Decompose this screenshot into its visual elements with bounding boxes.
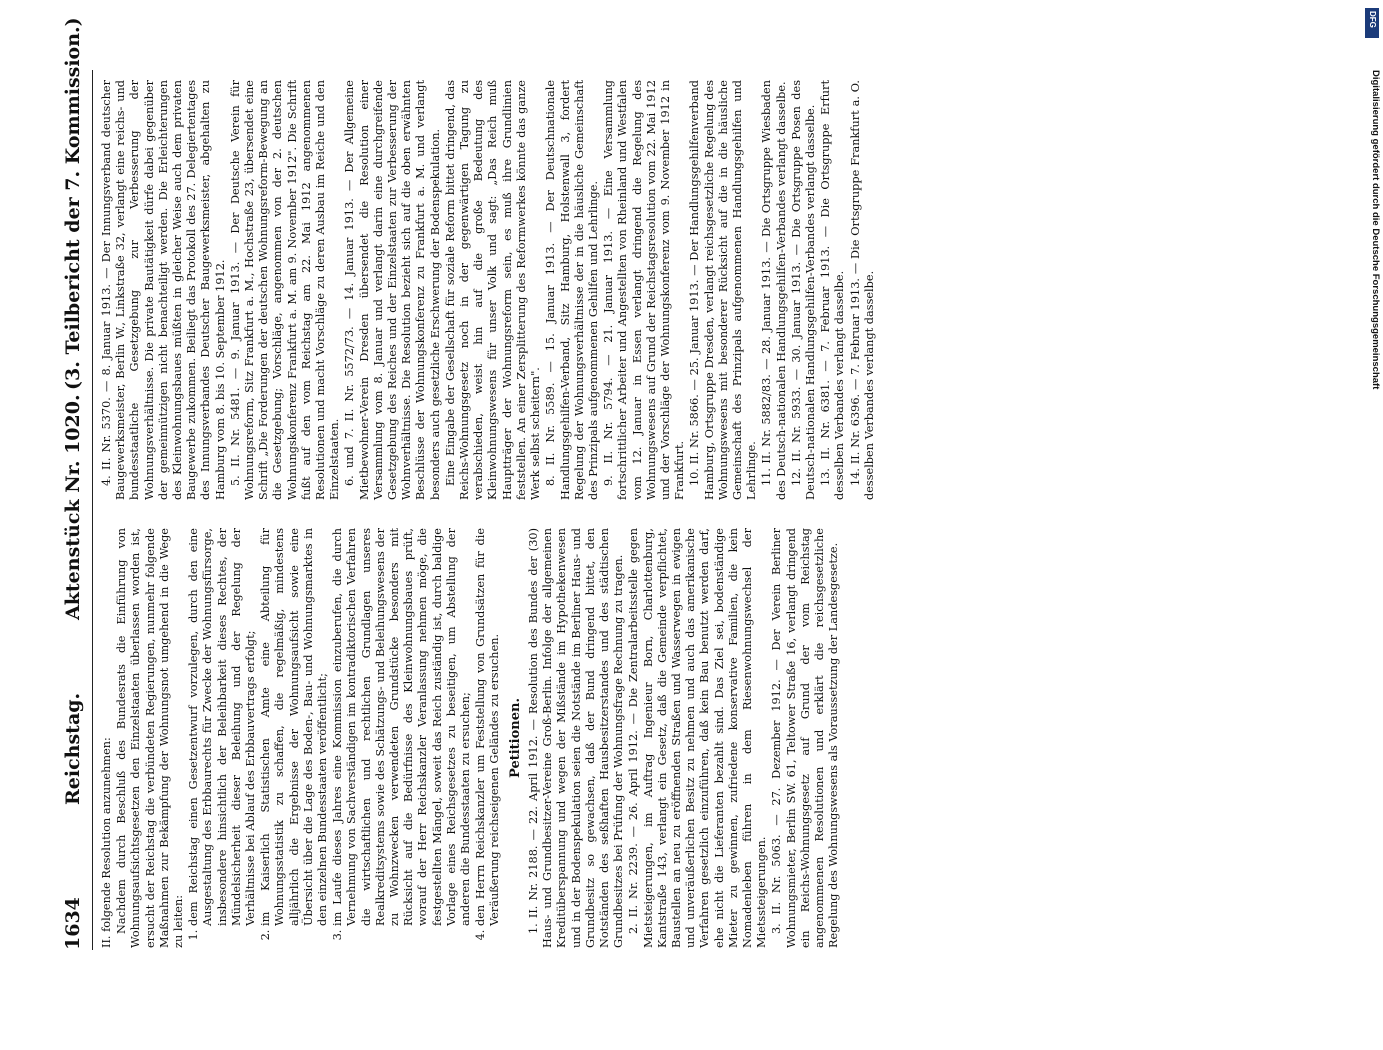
resolution-item: 1. dem Reichstag einen Gesetzentwurf vorzulegen, durch den eine Ausgestaltung des Erbbaurechts für Zwecke der Wohnungsfürsorge, insbesondere hinsichtlich der Beleihbarkeit dieses Rechtes, der Mündelsicherheit dieser Beleihung und der Regelung der Verhältnisse bei Ablauf des Erbbauvertrags erfolgt; [187, 528, 258, 926]
header-left-title: Reichstag. [62, 692, 84, 805]
petition-11: 11. II. Nr. 5882/83. — 28. Januar 1913. — Die Ortsgruppe Wiesbaden des Deutsch-nationalen Handlungsgehilfen-Verbandes verlangt dasselbe. [760, 80, 788, 500]
page-number: 1634 [62, 897, 84, 950]
resolution-item: 3. im Laufe dieses Jahres eine Kommission einzuberufen, die durch Vernehmung von Sachverständigen im kontradiktorischen Verfahren die wirtschaftlichen und rechtlichen Grundlagen unseres Realkreditsystems sowie des Schätzungs- und Beleihungswesens der zu Wohnzwecken verwendeten Grundstücke besonders mit Rücksicht auf die Bedürfnisse des Kleinwohnungsbaues prüft, worauf der Herr Reichskanzler Veranlassung nehmen möge, die festgestellten Mängel, soweit das Reich zuständig ist, durch baldige Vorlage eines Reichsgesetzes zu beseitigen, um Abstellung der anderen die Bundesstaaten zu ersuchen; [331, 528, 473, 926]
header-right-title: (3. Teilbericht der 7. Kommission.) [62, 17, 84, 390]
credit-text: Digitalisierung gefördert durch die Deutsche Forschungsgemeinschaft [1370, 70, 1381, 390]
petition-14: 14. II. Nr. 6396. — 7. Februar 1913. — Die Ortsgruppe Frankfurt a. O. desselben Verbandes verlangt dasselbe. [848, 80, 876, 500]
dfg-logo [1365, 8, 1379, 38]
resolution-item: 2. im Kaiserlich Statistischen Amte eine Abteilung für Wohnungsstatistik zu schaffen, die regelmäßig, mindestens alljährlich die Ergebnisse der Wohnungsaufsicht sowie eine Übersicht über die Lage des Boden-, Bau- und Wohnungsmarktes in den einzelnen Bundesstaaten veröffentlicht; [259, 528, 330, 926]
resolution-list [187, 528, 502, 948]
petition-2: 2. II. Nr. 2239. — 26. April 1912. — Die Zentralarbeitsstelle gegen Mietsteigerungen, im Auftrag Ingenieur Born, Charlottenburg, Kantstraße 143, verlangt ein Gesetz, daß die Gemeinde verpflichtet, Baustellen an neu zu eröffnenden Straßen und Wasserwegen in ewigen und unveräußerlichen Besitz zu nehmen und auch das amerikanische Verfahren gesetzlich einzuführen, daß kein Bau benutzt werden darf, ehe nicht die Lieferanten bezahlt sind. Das Ziel sei, bodenständige Mieter zu gewinnen, zufriedene konservative Familien, die kein Nomadenleben führen in dem Riesenwohnungswechsel der Mietssteigerungen. [627, 528, 769, 948]
resolution-item: 4. den Herrn Reichskanzler um Feststellung von Grundsätzen für die Veräußerung reichseigenen Geländes zu ersuchen. [474, 528, 502, 926]
resolution-intro: II. folgende Resolution anzunehmen: [100, 737, 113, 948]
rotated-sheet [50, 17, 1350, 960]
petition-12: 12. II. Nr. 5933. — 30. Januar 1913. — Die Ortsgruppe Posen des Deutsch-nationalen Handlungsgehilfen-Verbandes verlangt dasselbe. [789, 80, 817, 500]
petition-13: 13. II. Nr. 6381. — 7. Februar 1913. — Die Ortsgruppe Erfurt desselben Verbandes verlangt dasselbe. [819, 80, 847, 500]
resolution-paragraph: Nachdem durch Beschluß des Bundesrats die Einführung von Wohnungsaufsichtsgesetzen den Einzelstaaten überlassen worden ist, ersucht der Reichstag die verbündeten Regierungen, nunmehr folgende Maßnahmen zur Bekämpfung der Wohnungsnot umgehend in die Wege zu leiten: [115, 528, 186, 948]
page-header [58, 17, 93, 950]
petition-5: 5. II. Nr. 5481. — 9. Januar 1913. — Der Deutsche Verein für Wohnungsreform, Sitz Frankfurt a. M., Hochstraße 23, übersendet eine Schrift „Die Forderungen der deutschen Wohnungsreform-Bewegung an die Gesetzgebung; Vorschläge, angenommen von der 2. deutschen Wohnungskonferenz Frankfurt a. M. am 9. November 1912". Die Schrift fußt auf den vom Reichstag am 22. Mai 1912 angenommenen Resolutionen und macht Vorschläge zu deren Ausbau im Reiche und den Einzelstaaten. [228, 80, 342, 500]
left-column [100, 528, 842, 948]
petition-3: 3. II. Nr. 5063. — 27. Dezember 1912. — Der Verein Berliner Wohnungsmieter, Berlin SW. 61, Teltower Straße 16, verlangt dringend ein Reichs-Wohnungsgesetz auf Grund der vom Reichstag angenommenen Resolutionen und erklärt die reichsgesetzliche Regelung des Wohnungswesens als Voraussetzung der Landesgesetze. [770, 528, 841, 948]
header-center-title: Aktenstück Nr. 1020. [62, 394, 84, 620]
petition-1: 1. II. Nr. 2188. — 22. April 1912. — Resolution des Bundes der (30) Haus- und Grundbesitzer-Vereine Groß-Berlin. Infolge der allgemeinen Kreditüberspannung und wegen der Mißstände im Hypothekenwesen und in der Bodenspekulation seien die Notstände im Berliner Haus- und Grundbesitz so gewachsen, daß der Bund dringend bittet, den Notständen des seßhaften Hausbesitzerstandes und des städtischen Grundbesitzes bei Prüfung der Wohnungsfrage Rechnung zu tragen. [526, 528, 626, 948]
petition-10: 10. II. Nr. 5866. — 25. Januar 1913. — Der Handlungsgehilfenverband Hamburg, Ortsgruppe Dresden, verlangt reichsgesetzliche Regelung des Wohnungswesens mit besonderer Rücksicht auf die in die häusliche Gemeinschaft des Prinzipals aufgenommenen Handlungsgehilfen und Lehrlinge. [688, 80, 759, 500]
digitization-credit [1359, 10, 1381, 990]
petition-8: 8. II. Nr. 5589. — 15. Januar 1913. — Der Deutschnationale Handlungsgehilfen-Verband, Sitz Hamburg, Holstenwall 3, fordert Regelung der Wohnungsverhältnisse der in die häusliche Gemeinschaft des Prinzipals aufgenommenen Gehilfen und Lehrlinge. [544, 80, 600, 500]
petition-9: 9. II. Nr. 5794. — 21. Januar 1913. — Eine Versammlung fortschrittlicher Arbeiter und Angestellten von Rheinland und Westfalen vom 12. Januar in Essen verlangt dringend die Regelung des Wohnungswesens auf Grund der Reichstagsresolution vom 22. Mai 1912 und der Vorschläge der Wohnungskonferenz vom 9. November 1912 in Frankfurt. [602, 80, 687, 500]
petition-6-7: 6. und 7. II. Nr. 5572/73. — 14. Januar 1913. — Der Allgemeine Mietbewohner-Verein Dresden übersendet die Resolution einer Versammlung vom 8. Januar und verlangt darin eine durchgreifende Gesetzgebung des Reiches und der Einzelstaaten zur Verbesserung der Wohnverhältnisse. Die Resolution bezieht sich auf die oben erwähnten Beschlüsse der Wohnungskonferenz zu Frankfurt a. M. und verlangt besonders auch gesetzliche Erschwerung der Bodenspekulation. [343, 80, 442, 500]
right-column [100, 80, 878, 500]
petition-4: 4. II. Nr. 5370. — 8. Januar 1913. — Der Innungsverband deutscher Baugewerksmeister, Berlin W., Linkstraße 32, verlangt eine reichs- und bundesstaatliche Gesetzgebung zur Verbesserung der Wohnungsverhältnisse. Die private Bautätigkeit dürfe dabei gegenüber der gemeinnützigen nicht benachteiligt werden. Die Erleichterungen des Kleinwohnungsbaues müßten in gleicher Weise auch dem privaten Baugewerbe zukommen. Beiliegt das Protokoll des 27. Delegiertentages des Innungsverbandes Deutscher Baugewerksmeister, abgehalten zu Hamburg vom 8. bis 10. September 1912. [100, 80, 227, 500]
petition-6-7-continued: Eine Eingabe der Gesellschaft für soziale Reform bittet dringend, das Reichs-Wohnungsgesetz noch in der gegenwärtigen Tagung zu verabschieden, weist hin auf die große Bedeutung des Kleinwohnungswesens für unser Volk und sagt: „Das Reich muß Hauptträger der Wohnungsreform sein, es muß ihre Grundlinien feststellen. An einer Zersplitterung des Reformwerkes könnte das ganze Werk selbst scheitern". [443, 80, 543, 500]
dfg-logo-text: DFG [1368, 11, 1377, 28]
petitions-heading: Petitionen. [507, 698, 523, 778]
